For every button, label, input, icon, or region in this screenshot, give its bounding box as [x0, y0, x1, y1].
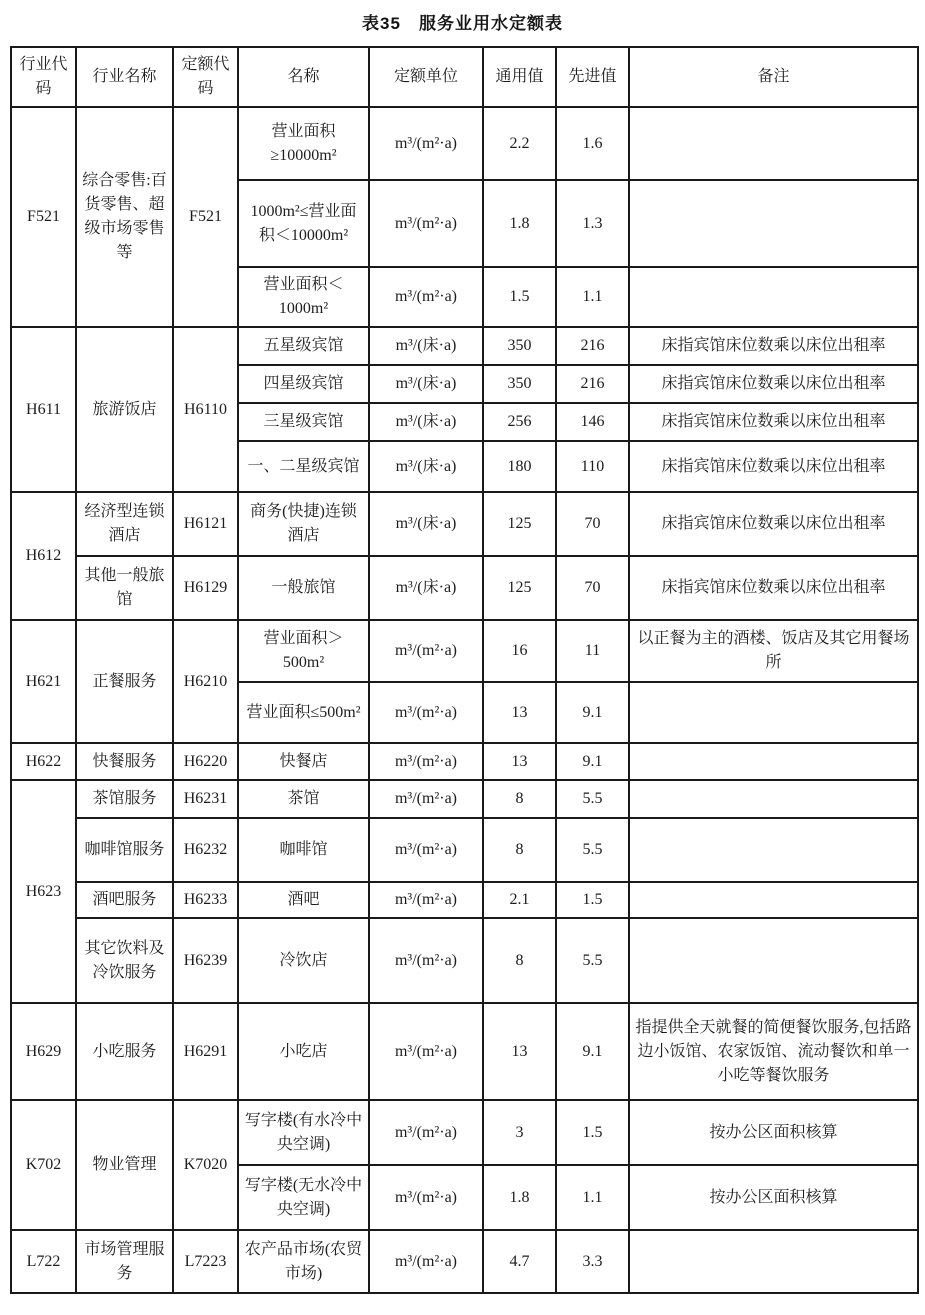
table-row [11, 1230, 918, 1293]
cell-advanced-value: 3.3 [556, 1230, 629, 1293]
cell-unit: m³/(m²·a) [369, 1100, 483, 1165]
table-row [11, 107, 918, 180]
table-row [11, 620, 918, 682]
cell-quota-code: H6129 [173, 556, 238, 620]
cell-general-value: 350 [483, 365, 556, 403]
cell-industry-name: 咖啡馆服务 [76, 818, 173, 882]
cell-quota-code: H6231 [173, 780, 238, 818]
cell-remark: 床指宾馆床位数乘以床位出租率 [629, 556, 918, 620]
cell-remark: 床指宾馆床位数乘以床位出租率 [629, 492, 918, 556]
cell-industry-name: 旅游饭店 [76, 327, 173, 492]
cell-name: 写字楼(无水冷中央空调) [238, 1165, 369, 1230]
cell-industry-name: 其它饮料及冷饮服务 [76, 918, 173, 1003]
cell-advanced-value: 5.5 [556, 918, 629, 1003]
cell-remark [629, 918, 918, 1003]
cell-unit: m³/(床·a) [369, 365, 483, 403]
cell-industry-name: 酒吧服务 [76, 882, 173, 918]
cell-advanced-value: 1.5 [556, 882, 629, 918]
cell-advanced-value: 1.3 [556, 180, 629, 267]
cell-general-value: 8 [483, 780, 556, 818]
cell-industry-name: 物业管理 [76, 1100, 173, 1230]
cell-remark: 床指宾馆床位数乘以床位出租率 [629, 327, 918, 365]
cell-industry-code: H611 [11, 327, 76, 492]
water-quota-table [10, 46, 919, 1294]
cell-industry-name: 其他一般旅馆 [76, 556, 173, 620]
cell-name: 三星级宾馆 [238, 403, 369, 441]
cell-industry-code: H623 [11, 780, 76, 1003]
cell-remark [629, 682, 918, 743]
cell-unit: m³/(床·a) [369, 403, 483, 441]
cell-remark: 按办公区面积核算 [629, 1165, 918, 1230]
cell-general-value: 4.7 [483, 1230, 556, 1293]
cell-industry-name: 市场管理服务 [76, 1230, 173, 1293]
table-row [11, 882, 918, 918]
cell-advanced-value: 70 [556, 556, 629, 620]
cell-quota-code: H6121 [173, 492, 238, 556]
cell-unit: m³/(m²·a) [369, 620, 483, 682]
cell-industry-name: 经济型连锁酒店 [76, 492, 173, 556]
table-row [11, 1100, 918, 1165]
cell-unit: m³/(m²·a) [369, 818, 483, 882]
cell-remark [629, 1230, 918, 1293]
cell-name: 酒吧 [238, 882, 369, 918]
cell-name: 五星级宾馆 [238, 327, 369, 365]
column-header-quota-code: 定额代码 [173, 47, 238, 107]
cell-unit: m³/(m²·a) [369, 918, 483, 1003]
cell-name: 冷饮店 [238, 918, 369, 1003]
column-header-general-value: 通用值 [483, 47, 556, 107]
cell-industry-code: L722 [11, 1230, 76, 1293]
cell-unit: m³/(m²·a) [369, 780, 483, 818]
cell-unit: m³/(床·a) [369, 556, 483, 620]
table-row [11, 492, 918, 556]
cell-general-value: 2.2 [483, 107, 556, 180]
table-row [11, 818, 918, 882]
cell-unit: m³/(m²·a) [369, 882, 483, 918]
cell-name: 营业面积≤500m² [238, 682, 369, 743]
cell-quota-code: H6110 [173, 327, 238, 492]
cell-name: 一般旅馆 [238, 556, 369, 620]
cell-quota-code: H6239 [173, 918, 238, 1003]
cell-industry-code: H629 [11, 1003, 76, 1100]
cell-industry-code: F521 [11, 107, 76, 327]
cell-remark [629, 267, 918, 327]
cell-name: 营业面积＜1000m² [238, 267, 369, 327]
cell-quota-code: H6210 [173, 620, 238, 743]
cell-general-value: 2.1 [483, 882, 556, 918]
cell-unit: m³/(床·a) [369, 327, 483, 365]
cell-industry-name: 茶馆服务 [76, 780, 173, 818]
cell-advanced-value: 5.5 [556, 780, 629, 818]
cell-general-value: 13 [483, 1003, 556, 1100]
cell-remark [629, 107, 918, 180]
cell-advanced-value: 216 [556, 365, 629, 403]
column-header-name: 名称 [238, 47, 369, 107]
cell-unit: m³/(m²·a) [369, 180, 483, 267]
cell-general-value: 8 [483, 918, 556, 1003]
table-row [11, 743, 918, 780]
table-row [11, 327, 918, 365]
table-title: 表35 服务业用水定额表 [362, 14, 563, 33]
cell-advanced-value: 9.1 [556, 743, 629, 780]
cell-quota-code: K7020 [173, 1100, 238, 1230]
column-header-unit: 定额单位 [369, 47, 483, 107]
cell-advanced-value: 1.1 [556, 1165, 629, 1230]
column-header-advanced-value: 先进值 [556, 47, 629, 107]
cell-name: 快餐店 [238, 743, 369, 780]
cell-industry-name: 快餐服务 [76, 743, 173, 780]
cell-remark: 以正餐为主的酒楼、饭店及其它用餐场所 [629, 620, 918, 682]
cell-name: 茶馆 [238, 780, 369, 818]
cell-remark: 按办公区面积核算 [629, 1100, 918, 1165]
cell-industry-name: 综合零售:百货零售、超级市场零售等 [76, 107, 173, 327]
cell-industry-name: 小吃服务 [76, 1003, 173, 1100]
cell-unit: m³/(m²·a) [369, 1230, 483, 1293]
cell-general-value: 13 [483, 743, 556, 780]
cell-quota-code: H6232 [173, 818, 238, 882]
cell-advanced-value: 5.5 [556, 818, 629, 882]
cell-general-value: 13 [483, 682, 556, 743]
cell-name: 1000m²≤营业面积＜10000m² [238, 180, 369, 267]
cell-general-value: 1.5 [483, 267, 556, 327]
cell-general-value: 125 [483, 492, 556, 556]
cell-advanced-value: 9.1 [556, 1003, 629, 1100]
cell-general-value: 125 [483, 556, 556, 620]
cell-name: 营业面积＞500m² [238, 620, 369, 682]
cell-remark [629, 780, 918, 818]
cell-industry-code: K702 [11, 1100, 76, 1230]
cell-remark [629, 743, 918, 780]
cell-name: 商务(快捷)连锁酒店 [238, 492, 369, 556]
cell-unit: m³/(m²·a) [369, 1165, 483, 1230]
cell-general-value: 256 [483, 403, 556, 441]
cell-advanced-value: 1.1 [556, 267, 629, 327]
cell-quota-code: F521 [173, 107, 238, 327]
cell-advanced-value: 70 [556, 492, 629, 556]
cell-name: 营业面积≥10000m² [238, 107, 369, 180]
cell-advanced-value: 146 [556, 403, 629, 441]
cell-remark: 床指宾馆床位数乘以床位出租率 [629, 365, 918, 403]
header-row [11, 47, 918, 107]
cell-remark [629, 882, 918, 918]
column-header-industry-name: 行业名称 [76, 47, 173, 107]
cell-general-value: 8 [483, 818, 556, 882]
cell-remark [629, 180, 918, 267]
cell-quota-code: L7223 [173, 1230, 238, 1293]
column-header-remark: 备注 [629, 47, 918, 107]
cell-name: 小吃店 [238, 1003, 369, 1100]
cell-industry-code: H612 [11, 492, 76, 620]
cell-unit: m³/(m²·a) [369, 267, 483, 327]
cell-quota-code: H6233 [173, 882, 238, 918]
cell-remark: 指提供全天就餐的简便餐饮服务,包括路边小饭馆、农家饭馆、流动餐饮和单一小吃等餐饮服务 [629, 1003, 918, 1100]
column-header-industry-code: 行业代码 [11, 47, 76, 107]
cell-advanced-value: 1.6 [556, 107, 629, 180]
cell-industry-code: H621 [11, 620, 76, 743]
cell-name: 写字楼(有水冷中央空调) [238, 1100, 369, 1165]
table-row [11, 780, 918, 818]
table-row [11, 1003, 918, 1100]
cell-industry-code: H622 [11, 743, 76, 780]
cell-unit: m³/(床·a) [369, 492, 483, 556]
cell-unit: m³/(m²·a) [369, 1003, 483, 1100]
cell-advanced-value: 110 [556, 441, 629, 492]
table-row [11, 918, 918, 1003]
cell-advanced-value: 1.5 [556, 1100, 629, 1165]
cell-general-value: 1.8 [483, 180, 556, 267]
cell-unit: m³/(床·a) [369, 441, 483, 492]
cell-unit: m³/(m²·a) [369, 682, 483, 743]
cell-name: 农产品市场(农贸市场) [238, 1230, 369, 1293]
cell-unit: m³/(m²·a) [369, 743, 483, 780]
cell-industry-name: 正餐服务 [76, 620, 173, 743]
cell-name: 四星级宾馆 [238, 365, 369, 403]
cell-remark: 床指宾馆床位数乘以床位出租率 [629, 403, 918, 441]
cell-general-value: 350 [483, 327, 556, 365]
cell-remark: 床指宾馆床位数乘以床位出租率 [629, 441, 918, 492]
cell-advanced-value: 216 [556, 327, 629, 365]
cell-general-value: 1.8 [483, 1165, 556, 1230]
cell-quota-code: H6291 [173, 1003, 238, 1100]
cell-advanced-value: 11 [556, 620, 629, 682]
cell-name: 咖啡馆 [238, 818, 369, 882]
cell-advanced-value: 9.1 [556, 682, 629, 743]
table-row [11, 556, 918, 620]
cell-name: 一、二星级宾馆 [238, 441, 369, 492]
cell-general-value: 16 [483, 620, 556, 682]
cell-unit: m³/(m²·a) [369, 107, 483, 180]
cell-general-value: 3 [483, 1100, 556, 1165]
cell-general-value: 180 [483, 441, 556, 492]
cell-remark [629, 818, 918, 882]
cell-quota-code: H6220 [173, 743, 238, 780]
